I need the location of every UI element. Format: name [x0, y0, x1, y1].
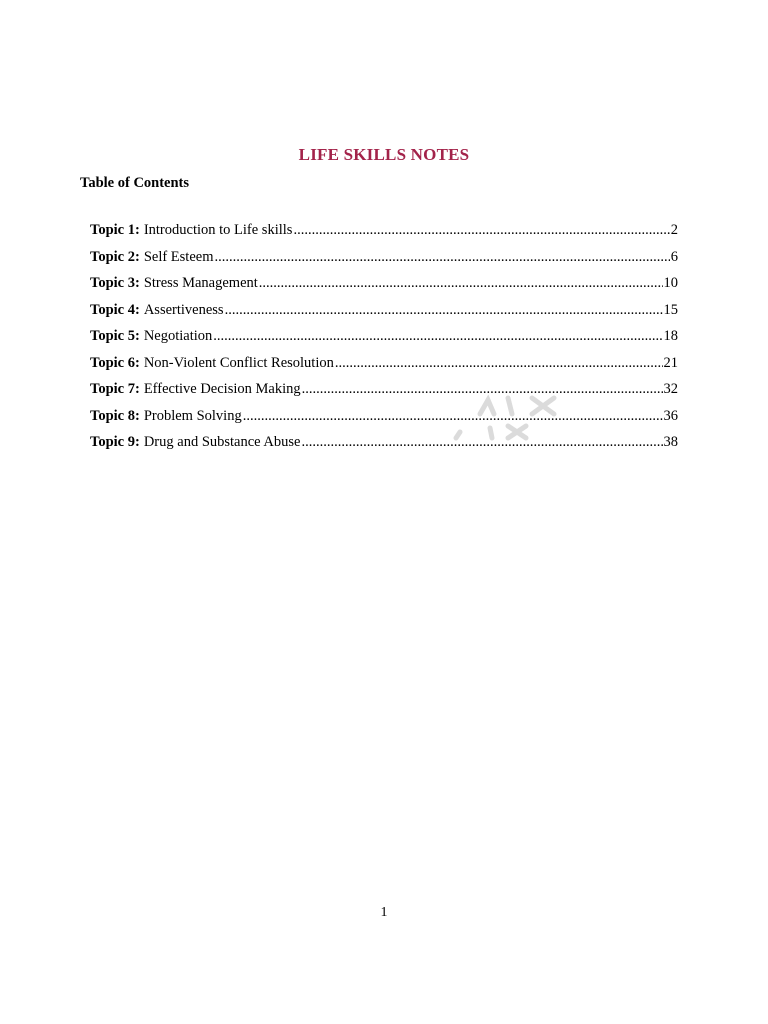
- toc-entry-label: Topic 5:: [90, 328, 140, 344]
- toc-entry-page: 32: [663, 381, 678, 397]
- page-number: 1: [380, 905, 388, 920]
- toc-entry-page: 10: [663, 275, 678, 291]
- toc-entry-label: Topic 1:: [90, 222, 140, 238]
- toc-entry-label: Topic 9:: [90, 434, 140, 450]
- toc-entry-page: 15: [663, 301, 678, 318]
- toc-entry-4[interactable]: [90, 302, 678, 329]
- toc-entry-label: Topic 8:: [90, 407, 140, 424]
- toc-list: [90, 222, 678, 461]
- toc-entry-1[interactable]: [90, 222, 678, 249]
- toc-entry-page: 21: [663, 354, 678, 371]
- toc-entry-page: 18: [663, 328, 678, 344]
- toc-entry-8[interactable]: [90, 408, 678, 435]
- toc-entry-page: 38: [663, 434, 678, 450]
- toc-entry-page: 2: [670, 222, 678, 238]
- watermark-graphic: [450, 392, 570, 442]
- toc-entry-label: Topic 3:: [90, 275, 140, 291]
- toc-entry-7[interactable]: [90, 381, 678, 408]
- toc-entry-6[interactable]: [90, 355, 678, 382]
- toc-entry-title: Self Esteem: [143, 248, 214, 265]
- toc-entry-title: Assertiveness: [143, 301, 224, 318]
- toc-dot-leader: [225, 302, 663, 319]
- toc-entry-page: 36: [663, 407, 678, 424]
- toc-entry-9[interactable]: [90, 434, 678, 461]
- toc-entry-2[interactable]: [90, 249, 678, 276]
- toc-dot-leader: [293, 222, 669, 239]
- toc-entry-label: Topic 4:: [90, 301, 140, 318]
- toc-entry-label: Topic 2:: [90, 248, 140, 265]
- toc-entry-5[interactable]: [90, 328, 678, 355]
- toc-entry-title: Negotiation: [143, 328, 213, 344]
- toc-entry-title: Drug and Substance Abuse: [143, 434, 301, 450]
- toc-dot-leader: [215, 249, 670, 266]
- toc-dot-leader: [335, 355, 663, 372]
- toc-entry-title: Non-Violent Conflict Resolution: [143, 354, 334, 371]
- toc-heading: Table of Contents: [80, 175, 190, 191]
- toc-dot-leader: [213, 328, 662, 345]
- toc-entry-title: Problem Solving: [143, 407, 242, 424]
- toc-entry-title: Introduction to Life skills: [143, 222, 293, 238]
- toc-entry-3[interactable]: [90, 275, 678, 302]
- toc-entry-page: 6: [670, 248, 678, 265]
- toc-entry-title: Effective Decision Making: [143, 381, 301, 397]
- toc-entry-title: Stress Management: [143, 275, 258, 291]
- document-title: LIFE SKILLS NOTES: [298, 145, 470, 164]
- toc-dot-leader: [259, 275, 663, 292]
- toc-entry-label: Topic 6:: [90, 354, 140, 371]
- toc-entry-label: Topic 7:: [90, 381, 140, 397]
